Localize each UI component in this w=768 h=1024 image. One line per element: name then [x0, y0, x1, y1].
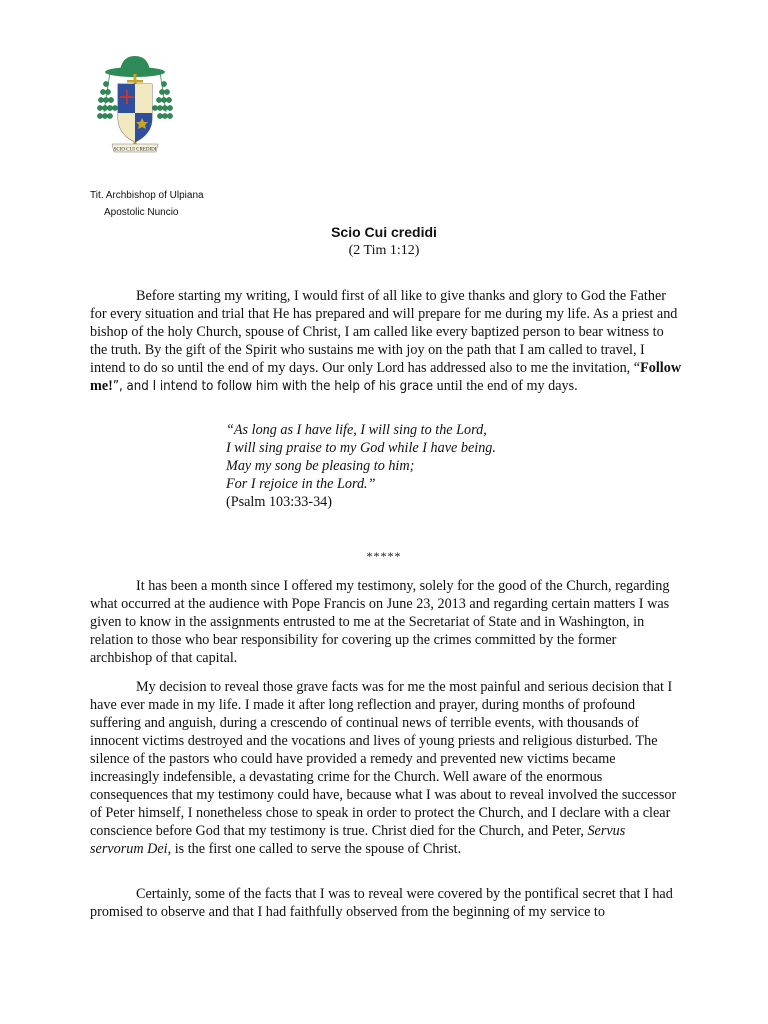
- document-title: Scio Cui credidi: [331, 224, 437, 240]
- coat-of-arms-image: [96, 52, 174, 164]
- psalm-line: “As long as I have life, I will sing to the Lord,: [226, 422, 487, 438]
- paragraph-2: It has been a month since I offered my testimony, solely for the good of the Church, regarding what occurred at the audience with Pope Francis on June 23, 2013 and regarding certain matters I was given to know in the assignments entrusted to me at the Secretariat of State and in Washington, in relation to those who bear responsibility for covering up the crimes committed by the former archbishop of that capital.: [90, 578, 670, 666]
- scripture-reference: (2 Tim 1:12): [348, 243, 420, 258]
- paragraph-3: My decision to reveal those grave facts was for me the most painful and serious decision that I have ever made in my life. I made it after long reflection and prayer, during months of profound suffering and anguish, during a crescendo of continual news of terrible events, with thousands of innocent victims destroyed and the vocations and lives of young priests and religious disturbed. The silence of the pastors who could have provided a remedy and prevented new victims became increasingly indefensible, a devastating crime for the Church. Well aware of the enormous consequences that my testimony could have, because what I was about to reveal involved the successor of Peter himself, I nonetheless chose to speak in order to protect the Church, and I declare with a clear conscience before God that my testimony is true. Christ died for the Church, and Peter, Servus servorum Dei, is the first one called to serve the spouse of Christ.: [90, 679, 677, 857]
- follow-me-emphasis: Follow me!: [90, 360, 682, 394]
- psalm-line: May my song be pleasing to him;: [226, 458, 415, 474]
- coat-of-arms-motto: SCIO CUI CREDIDI: [113, 147, 157, 153]
- paragraph-4: Certainly, some of the facts that I was to reveal were covered by the pontifical secret that I had promised to observe and that I had faithfully observed from the beginning of my service to: [90, 886, 673, 920]
- psalm-line: I will sing praise to my God while I have being.: [226, 440, 496, 456]
- servus-servorum-dei-emphasis: Servus servorum Dei: [90, 823, 626, 857]
- sender-title: Tit. Archbishop of Ulpiana: [90, 190, 204, 201]
- psalm-line: For I rejoice in the Lord.”: [226, 476, 376, 492]
- sender-role: Apostolic Nuncio: [104, 207, 179, 218]
- paragraph-1: Before starting my writing, I would first of all like to give thanks and glory to God the Father for every situation and trial that He has prepared and will prepare for me during my life. As a priest and bishop of the holy Church, spouse of Christ, I am called like every baptized person to bear witness to the truth. By the gift of the Spirit who sustains me with joy on the path that I am called to travel, I intend to do so until the end of my days. Our only Lord has addressed also to me the invitation, “Follow me!”, and I intend to follow him with the help of his grace until the end of my days.: [90, 288, 682, 394]
- psalm-citation: (Psalm 103:33-34): [226, 494, 333, 510]
- section-separator: *****: [366, 549, 402, 563]
- psalm-quote: [226, 421, 496, 511]
